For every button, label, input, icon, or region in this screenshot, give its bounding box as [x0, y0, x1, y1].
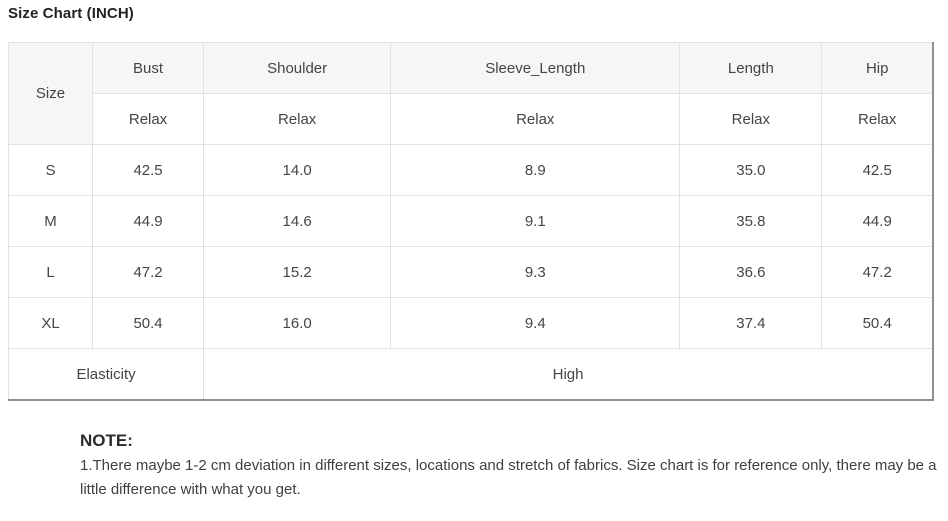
elasticity-label: Elasticity: [9, 349, 204, 401]
column-header-sleeve-length: Sleeve_Length: [391, 43, 680, 94]
cell-m-bust: 44.9: [93, 196, 204, 247]
cell-m-hip: 44.9: [822, 196, 933, 247]
elasticity-value: High: [204, 349, 933, 401]
page-title: Size Chart (INCH): [8, 5, 134, 22]
fit-row: [9, 94, 934, 145]
cell-s-bust: 42.5: [93, 145, 204, 196]
cell-l-hip: 47.2: [822, 247, 933, 298]
cell-l-sleeve-length: 9.3: [391, 247, 680, 298]
table-row: [9, 196, 934, 247]
cell-xl-bust: 50.4: [93, 298, 204, 349]
table-row: [9, 298, 934, 349]
column-header-length: Length: [680, 43, 822, 94]
size-label-l: L: [9, 247, 93, 298]
cell-m-shoulder: 14.6: [204, 196, 391, 247]
cell-s-length: 35.0: [680, 145, 822, 196]
cell-m-sleeve-length: 9.1: [391, 196, 680, 247]
table-row: [9, 145, 934, 196]
size-label-s: S: [9, 145, 93, 196]
note-block: [80, 430, 948, 502]
size-label-xl: XL: [9, 298, 93, 349]
fit-cell-sleeve-length: Relax: [391, 94, 680, 145]
cell-l-length: 36.6: [680, 247, 822, 298]
elasticity-row: [9, 349, 934, 401]
table-header-row: [9, 43, 934, 94]
cell-s-shoulder: 14.0: [204, 145, 391, 196]
cell-m-length: 35.8: [680, 196, 822, 247]
column-header-bust: Bust: [93, 43, 204, 94]
table-row: [9, 247, 934, 298]
column-header-size: Size: [9, 43, 93, 145]
cell-xl-hip: 50.4: [822, 298, 933, 349]
fit-cell-hip: Relax: [822, 94, 933, 145]
cell-xl-shoulder: 16.0: [204, 298, 391, 349]
size-label-m: M: [9, 196, 93, 247]
cell-l-shoulder: 15.2: [204, 247, 391, 298]
cell-s-hip: 42.5: [822, 145, 933, 196]
column-header-hip: Hip: [822, 43, 933, 94]
fit-cell-bust: Relax: [93, 94, 204, 145]
cell-xl-length: 37.4: [680, 298, 822, 349]
cell-xl-sleeve-length: 9.4: [391, 298, 680, 349]
note-body: 1.There maybe 1-2 cm deviation in different sizes, locations and stretch of fabrics. Size chart is for reference only, there may be a little difference with what you get.: [80, 457, 937, 498]
cell-l-bust: 47.2: [93, 247, 204, 298]
fit-cell-length: Relax: [680, 94, 822, 145]
size-chart-table: [8, 42, 934, 401]
fit-cell-shoulder: Relax: [204, 94, 391, 145]
column-header-shoulder: Shoulder: [204, 43, 391, 94]
note-heading: NOTE:: [80, 431, 133, 450]
cell-s-sleeve-length: 8.9: [391, 145, 680, 196]
